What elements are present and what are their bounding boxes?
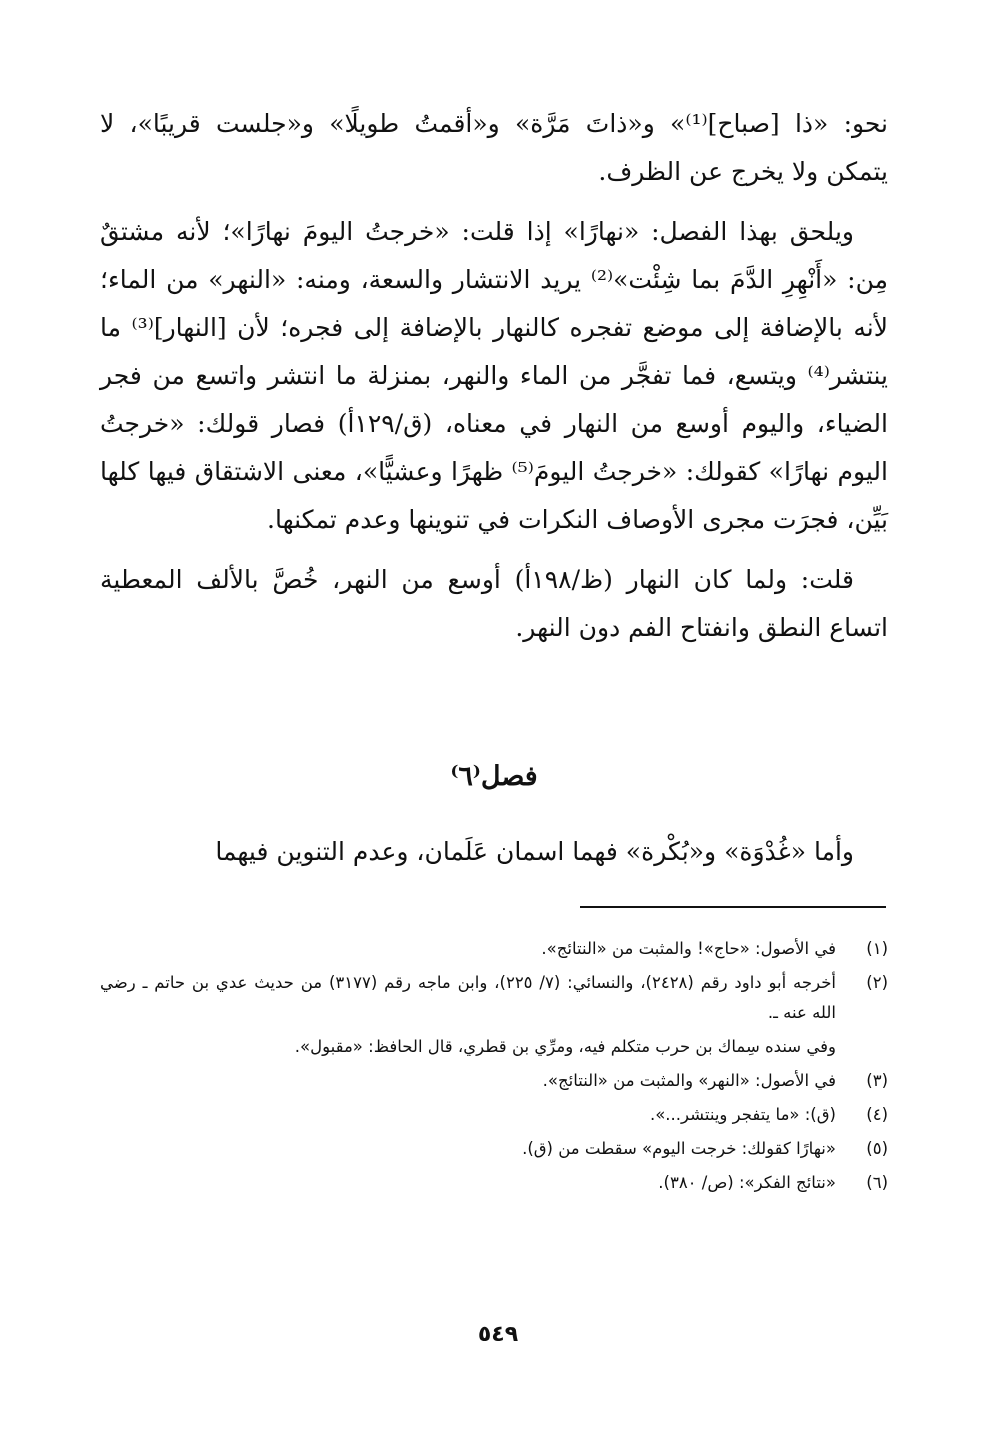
footnote-text: «نتائج الفكر»: (ص/ ٣٨٠). [658,1173,836,1192]
footnote-6 [100,1168,888,1198]
footnote-separator [580,906,886,908]
paragraph-2: ويلحق بهذا الفصل: «نهارًا» إذا قلت: «خرجتُ اليومَ نهارًا»؛ لأنه مشتقٌ مِن: «أَنْهِرِ الدَّمَ بما شِئْت»⁽²⁾ يريد الانتشار والسعة، ومنه: «النهر» من الماء؛ لأنه بالإضافة إلى موضع تفجره كالنهار بالإضافة إلى فجره؛ لأن [النهار]⁽³⁾ ما ينتشر⁽⁴⁾ ويتسع، فما تفجَّر من الماء والنهر، بمنزلة ما انتشر واتسع من فجر الضياء، واليوم أوسع من النهار في معناه، (ق/١٢٩أ) فصار قولك: «خرجتُ اليوم نهارًا» كقولك: «خرجتُ اليومَ⁽⁵⁾ ظهرًا وعشيًّا»، معنى الاشتقاق فيها كلها بَيِّن، فجرَت مجرى الأوصاف النكرات في تنوينها وعدم تمكنها. [100,217,888,534]
footnote-2 [100,968,888,1028]
footnote-text: وفي سنده سِماك بن حرب متكلم فيه، ومرِّي بن قطري، قال الحافظ: «مقبول». [294,1037,836,1056]
footnote-4 [100,1100,888,1130]
footnote-1 [100,934,888,964]
footnote-number: (١) [866,939,888,958]
footnote-number: (٤) [866,1105,888,1124]
paragraph-1: نحو: «ذا [صباح]⁽¹⁾» و«ذاتَ مَرَّة» و«أقمتُ طويلًا» و«جلست قريبًا»، لا يتمكن ولا يخرج عن الظرف. [100,109,889,186]
main-text [100,100,888,664]
page-number: ٥٤٩ [477,1322,519,1347]
footnote-number [836,1032,888,1062]
paragraph-3: قلت: ولما كان النهار (ظ/١٩٨أ) أوسع من النهر، خُصَّ بالألف المعطية اتساع النطق وانفتاح الفم دون النهر. [100,565,888,642]
footnote-text: (ق): «ما يتفجر وينتشر...». [649,1105,836,1124]
footnote-3 [100,1066,888,1096]
footnote-number: (٥) [866,1139,888,1158]
chapter-heading: فصل⁽٦⁾ [450,761,538,792]
footnote-number: (٦) [866,1173,888,1192]
footnote-text: «نهارًا كقولك: خرجت اليوم» سقطت من (ق). [522,1139,836,1158]
footnote-2-continued [100,1032,888,1062]
footnote-5 [100,1134,888,1164]
footnote-number: (٢) [866,973,888,992]
footnotes [100,934,888,1202]
footnote-text: في الأصول: «النهر» والمثبت من «النتائج». [542,1071,836,1090]
footnote-text: أخرجه أبو داود رقم (٢٤٢٨)، والنسائي: (٧/ ٢٢٥)، وابن ماجه رقم (٣١٧٧) من حديث عدي بن حاتم ـ رضي الله عنه ـ. [100,973,836,1022]
footnote-text: في الأصول: «حاج»! والمثبت من «النتائج». [541,939,836,958]
footnote-number: (٣) [866,1071,888,1090]
paragraph-4: وأما «غُدْوَة» و«بُكْرة» فهما اسمان عَلَمان، وعدم التنوين فيهما [215,837,854,866]
